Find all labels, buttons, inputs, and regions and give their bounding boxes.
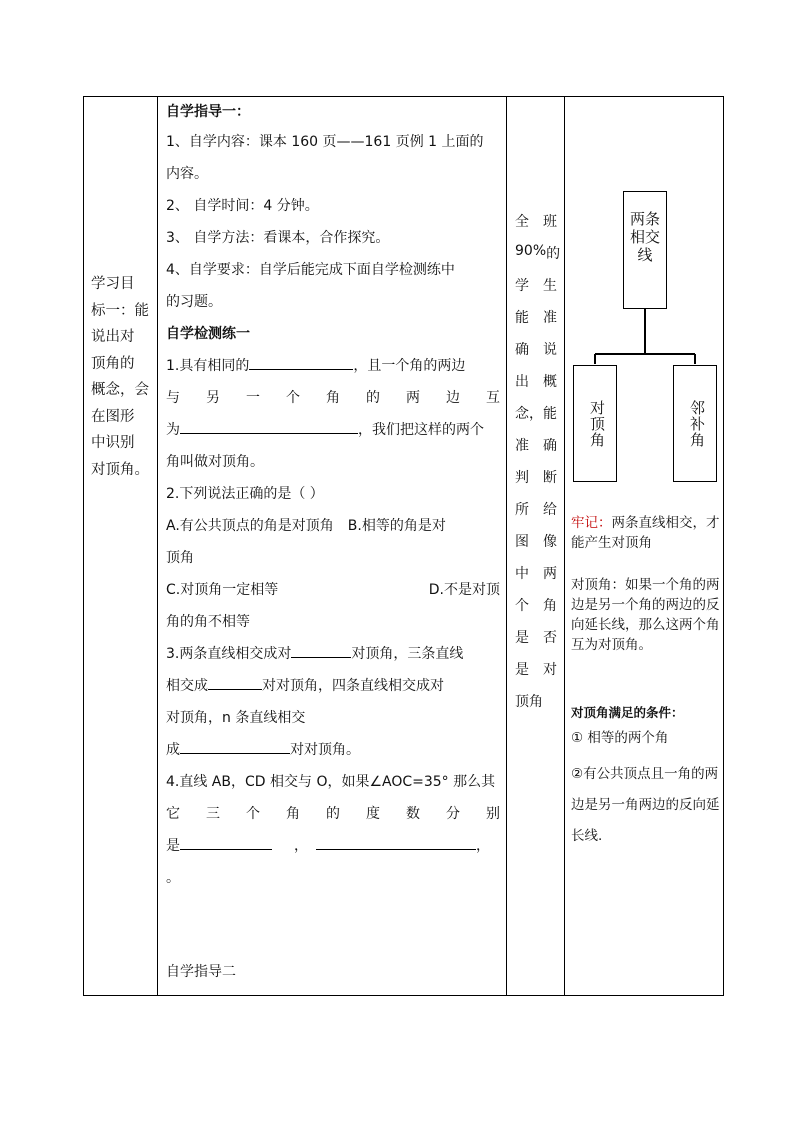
check-heading: 自学检测练一 bbox=[166, 326, 250, 342]
standard-row bbox=[515, 435, 557, 455]
question-2-options-cd bbox=[166, 579, 500, 599]
q1-char: 两 bbox=[406, 390, 420, 406]
q4-char: 角 bbox=[286, 806, 300, 822]
condition-2: ②有公共顶点且一角的两边是另一角两边的反向延长线. bbox=[571, 766, 720, 844]
goal-line: 学习目 bbox=[91, 276, 135, 292]
goal-line: 说出对 bbox=[91, 329, 135, 345]
guide-item-1-cont: 内容。 bbox=[166, 166, 208, 182]
goal-line: 标一：能 bbox=[91, 302, 149, 319]
q1-text: 1.具有相同的 bbox=[166, 358, 250, 374]
standard-char: 否 bbox=[543, 630, 557, 646]
q4-char: 度 bbox=[366, 806, 380, 822]
box-right-label: 邻补角 bbox=[688, 400, 706, 448]
standard-row bbox=[515, 467, 557, 487]
goal-line: 概念，会 bbox=[91, 382, 149, 398]
question-3 bbox=[166, 643, 500, 663]
box-adjacent-angles bbox=[673, 365, 717, 482]
q1-char: 另 bbox=[206, 390, 220, 406]
question-1 bbox=[166, 355, 500, 375]
standard-row bbox=[515, 211, 557, 231]
standard-char: 念， bbox=[515, 406, 543, 422]
q3-text: 对对顶角，四条直线相交成对 bbox=[262, 678, 444, 694]
box-vertical-angles bbox=[573, 365, 617, 482]
lesson-table bbox=[83, 96, 724, 996]
standard-char: 能 bbox=[515, 310, 529, 326]
guide-item-4-cont: 的习题。 bbox=[166, 294, 222, 310]
question-2-option-d-cont: 角的角不相等 bbox=[166, 614, 250, 630]
option-b[interactable]: B.相等的角是对 bbox=[347, 518, 446, 534]
standard-char: 个 bbox=[515, 598, 529, 614]
q4-char: 别 bbox=[486, 806, 500, 822]
q4-text: ， bbox=[294, 838, 308, 854]
question-3-cont-2: 对顶角，n 条直线相交 bbox=[166, 710, 306, 726]
goal-line: 顶角的 bbox=[91, 355, 135, 372]
q1-char: 边 bbox=[446, 390, 460, 406]
standard-char: 的 bbox=[546, 246, 561, 262]
standard-row bbox=[515, 659, 557, 679]
guide-column bbox=[158, 97, 506, 995]
standard-char: 班 bbox=[543, 214, 557, 230]
question-1-end: 角叫做对顶角。 bbox=[166, 454, 264, 470]
q3-text: 对顶角，三条直线 bbox=[351, 646, 464, 662]
standard-row bbox=[515, 595, 557, 615]
q3-text: 3.两条直线相交成对 bbox=[166, 646, 292, 662]
q4-text: 是 bbox=[166, 838, 180, 854]
standard-char: 给 bbox=[543, 502, 557, 518]
q1-char: 一 bbox=[246, 390, 260, 406]
remember-label: 牢记： bbox=[571, 515, 612, 531]
remember-text: 两条直线相交，才能产生对顶角 bbox=[571, 515, 720, 551]
box-top-label: 两条相交线 bbox=[629, 210, 660, 264]
standard-row bbox=[515, 243, 561, 263]
q4-char: 个 bbox=[246, 806, 260, 822]
standard-char: 学 bbox=[515, 278, 529, 294]
question-1-justified bbox=[166, 387, 500, 407]
condition-1: ① 相等的两个角 bbox=[571, 730, 669, 746]
q4-char: 它 bbox=[166, 806, 180, 822]
standard-char: 全 bbox=[515, 214, 529, 230]
standard-row bbox=[515, 627, 557, 647]
question-3-cont bbox=[166, 675, 500, 695]
q1-char: 的 bbox=[366, 390, 380, 406]
standard-row bbox=[515, 563, 557, 583]
answer-blank[interactable] bbox=[249, 356, 353, 370]
standard-char: 所 bbox=[515, 502, 529, 518]
goal-line: 中识别 bbox=[91, 435, 135, 451]
answer-blank[interactable] bbox=[180, 420, 358, 434]
remember-note bbox=[571, 513, 721, 553]
question-4: 4.直线 AB，CD 相交与 O，如果∠AOC=35° 那么其 bbox=[166, 774, 496, 790]
answer-blank[interactable] bbox=[180, 836, 272, 850]
standard-char: 确 bbox=[515, 342, 529, 358]
q1-text: 为 bbox=[166, 422, 180, 438]
standard-row bbox=[515, 371, 557, 391]
standard-char: 像 bbox=[543, 534, 557, 550]
goal-column bbox=[84, 97, 157, 995]
question-2-option-b-cont: 顶角 bbox=[166, 550, 194, 566]
conditions-title: 对顶角满足的条件： bbox=[571, 705, 684, 720]
notes-column bbox=[565, 97, 723, 995]
question-2-options-ab bbox=[166, 515, 500, 535]
standard-row bbox=[515, 531, 557, 551]
goal-line: 在图形 bbox=[91, 408, 135, 425]
q1-text: ，且一个角的两边 bbox=[353, 358, 466, 374]
q4-char: 数 bbox=[406, 806, 420, 822]
option-a[interactable]: A.有公共顶点的角是对顶角 bbox=[166, 518, 334, 534]
question-3-end bbox=[166, 739, 500, 759]
standard-char: 准 bbox=[543, 310, 557, 326]
guide-item-2: 2、 自学时间：4 分钟。 bbox=[166, 198, 319, 214]
option-d[interactable]: D.不是对顶 bbox=[428, 582, 500, 598]
standard-row bbox=[515, 339, 557, 359]
box-intersecting-lines bbox=[623, 191, 667, 309]
guide-item-4: 4、自学要求：自学后能完成下面自学检测练中 bbox=[166, 262, 455, 278]
question-4-end: 。 bbox=[166, 870, 180, 886]
standard-char: 确 bbox=[543, 438, 557, 454]
q4-char: 的 bbox=[326, 806, 340, 822]
standard-char: 是 bbox=[515, 630, 529, 646]
answer-blank[interactable] bbox=[291, 644, 351, 658]
guide-heading: 自学指导一： bbox=[166, 104, 250, 120]
guide-item-3: 3、 自学方法：看课本，合作探究。 bbox=[166, 230, 390, 246]
standard-char: 90% bbox=[515, 243, 547, 259]
standard-char: 出 bbox=[515, 374, 529, 390]
standard-char: 中 bbox=[515, 566, 529, 582]
standard-char: 图 bbox=[515, 534, 529, 550]
q1-char: 角 bbox=[326, 390, 340, 406]
box-left-label: 对顶角 bbox=[588, 400, 606, 448]
guide-2-heading: 自学指导二 bbox=[166, 964, 236, 980]
q3-text: 相交成 bbox=[166, 678, 208, 694]
option-c[interactable]: C.对顶角一定相等 bbox=[166, 582, 279, 598]
standard-char: 说 bbox=[543, 342, 557, 358]
question-4-answers bbox=[166, 835, 500, 855]
q4-char: 分 bbox=[446, 806, 460, 822]
standard-char: 生 bbox=[543, 278, 557, 294]
standard-char: 概 bbox=[543, 374, 557, 390]
standard-row bbox=[515, 499, 557, 519]
q1-char: 个 bbox=[286, 390, 300, 406]
standard-row bbox=[515, 403, 557, 423]
question-4-justified bbox=[166, 803, 500, 823]
q1-char: 与 bbox=[166, 390, 180, 406]
standard-char: 能 bbox=[543, 406, 557, 422]
q1-char: 互 bbox=[486, 390, 500, 406]
q4-text: ， bbox=[476, 838, 490, 854]
standard-row bbox=[515, 275, 557, 295]
standard-last: 顶角 bbox=[515, 694, 543, 710]
answer-blank[interactable] bbox=[180, 740, 290, 754]
standard-row bbox=[515, 307, 557, 327]
question-1-cont bbox=[166, 419, 500, 439]
standard-char: 判 bbox=[515, 470, 529, 486]
goal-line: 对顶角。 bbox=[91, 461, 149, 478]
standard-char: 是 bbox=[515, 662, 529, 678]
standard-char: 准 bbox=[515, 438, 529, 454]
standard-char: 断 bbox=[543, 470, 557, 486]
q1-text: ，我们把这样的两个 bbox=[358, 422, 484, 438]
standard-char: 角 bbox=[543, 598, 557, 614]
standard-char: 对 bbox=[543, 662, 557, 678]
q3-text: 对对顶角。 bbox=[290, 742, 360, 758]
standard-column bbox=[507, 97, 564, 995]
goal-text bbox=[91, 271, 155, 483]
q4-char: 三 bbox=[206, 806, 220, 822]
standard-char: 两 bbox=[543, 566, 557, 582]
question-2: 2.下列说法正确的是（ ） bbox=[166, 486, 324, 502]
q3-text: 成 bbox=[166, 742, 180, 758]
guide-item-1: 1、自学内容：课本 160 页——161 页例 1 上面的 bbox=[166, 134, 484, 150]
answer-blank[interactable] bbox=[208, 676, 262, 690]
definition-note: 对顶角：如果一个角的两边是另一个角的两边的反向延长线，那么这两个角互为对顶角。 bbox=[571, 577, 720, 653]
answer-blank[interactable] bbox=[316, 836, 476, 850]
